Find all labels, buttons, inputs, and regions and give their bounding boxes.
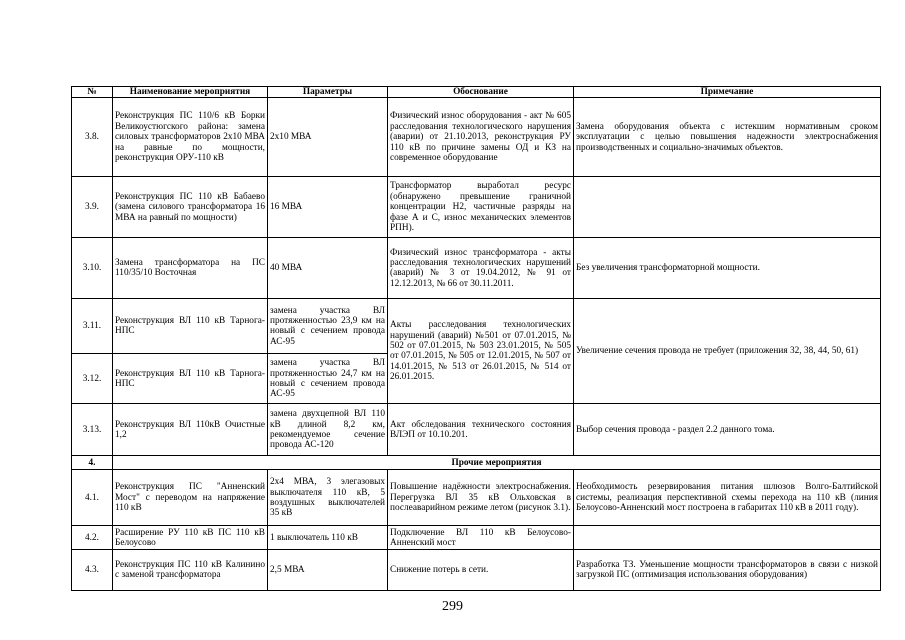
justification: Трансформатор выработал ресурс (обнаружено превышение граничной концентрации Н2, частичные разряды на фазе А и С, износ механических элементов РПН). (388, 177, 574, 238)
table-row (72, 238, 881, 299)
section-number: 4. (72, 456, 113, 470)
note: Замена оборудования объекта с истекшим нормативным сроком эксплуатации с целью повышения надежности электроснабжения производственных и социально-значимых объектов. (574, 98, 881, 177)
measure-name: Реконструкция ПС 110 кВ Бабаево (замена силового трансформатора 16 МВА на равный по мощности) (113, 177, 268, 238)
table-row (72, 98, 881, 177)
note: Без увеличения трансформаторной мощности. (574, 238, 881, 299)
table-header-row (72, 87, 881, 98)
justification: Подключение ВЛ 110 кВ Белоусово-Анненский мост (388, 526, 574, 550)
table-row (72, 177, 881, 238)
measure-name: Реконструкция ПС 110/6 кВ Борки Великоустюгского района: замена силовых трансформаторов 2х10 МВА на равные по мощности, реконструкция ОРУ-110 кВ (113, 98, 268, 177)
note: Выбор сечения провода - раздел 2.2 данного тома. (574, 404, 881, 456)
parameters: 2х10 МВА (268, 98, 388, 177)
row-number: 4.2. (72, 526, 113, 550)
table-row (72, 470, 881, 526)
parameters: 1 выключатель 110 кВ (268, 526, 388, 550)
parameters: замена участка ВЛ протяженностью 24,7 км на новый с сечением провода АС-95 (268, 354, 388, 404)
justification: Повышение надёжности электроснабжения. Перегрузка ВЛ 35 кВ Ольховская в послеаварийном режиме летом (рисунок 3.1). (388, 470, 574, 526)
row-number: 4.1. (72, 470, 113, 526)
measure-name: Реконструкция ВЛ 110кВ Очистные 1,2 (113, 404, 268, 456)
measure-name: Замена трансформатора на ПС 110/35/10 Восточная (113, 238, 268, 299)
row-number: 3.10. (72, 238, 113, 299)
parameters: замена двухцепной ВЛ 110 кВ длиной 8,2 км, рекомендуемое сечение провода АС-120 (268, 404, 388, 456)
row-number: 3.11. (72, 299, 113, 354)
justification: Физический износ трансформатора - акты расследования технологических нарушений (аварий) № 3 от 19.04.2012, № 91 от 12.12.2013, № 66 от 30.11.2011. (388, 238, 574, 299)
row-number: 3.13. (72, 404, 113, 456)
parameters: замена участка ВЛ протяженностью 23,9 км на новый с сечением провода АС-95 (268, 299, 388, 354)
row-number: 3.12. (72, 354, 113, 404)
table-row (72, 526, 881, 550)
section-title: Прочие мероприятия (113, 456, 881, 470)
header-parameters: Параметры (268, 87, 388, 98)
header-measure-name: Наименование мероприятия (113, 87, 268, 98)
measures-table (71, 86, 881, 591)
measure-name: Расширение РУ 110 кВ ПС 110 кВ Белоусово (113, 526, 268, 550)
section-row (72, 456, 881, 470)
justification: Снижение потерь в сети. (388, 550, 574, 591)
header-justification: Обоснование (388, 87, 574, 98)
header-note: Примечание (574, 87, 881, 98)
page-number: 299 (442, 599, 463, 614)
justification: Акт обследования технического состояния ВЛЭП от 10.10.201. (388, 404, 574, 456)
note: Разработка ТЗ. Уменьшение мощности трансформаторов в связи с низкой загрузкой ПС (оптимизация использования оборудования) (574, 550, 881, 591)
measure-name: Реконструкция ПС 110 кВ Калинино с заменой трансформатора (113, 550, 268, 591)
measure-name: Реконструкция ПС "Анненский Мост" с переводом на напряжение 110 кВ (113, 470, 268, 526)
parameters: 40 МВА (268, 238, 388, 299)
note: Необходимость резервирования питания шлюзов Волго-Балтийской системы, реализация перспективной схемы перехода на 110 кВ (линия Белоусово-Анненский мост построена в габаритах 110 кВ в 2011 году). (574, 470, 881, 526)
measure-name: Реконструкция ВЛ 110 кВ Тарнога-НПС (113, 299, 268, 354)
table-row (72, 299, 881, 354)
parameters: 2,5 МВА (268, 550, 388, 591)
row-number: 3.9. (72, 177, 113, 238)
note (574, 526, 881, 550)
justification: Физический износ оборудования - акт № 605 расследования технологического нарушения (аварии) от 21.10.2013, реконструкция РУ 110 кВ по причине замены ОД и КЗ на современное оборудование (388, 98, 574, 177)
header-number: № (72, 87, 113, 98)
measure-name: Реконструкция ВЛ 110 кВ Тарнога-НПС (113, 354, 268, 404)
note (574, 177, 881, 238)
justification: Акты расследования технологических нарушений (аварий) №501 от 07.01.2015, № 502 от 07.01.2015, № 503 23.01.2015, № 505 от 07.01.2015, № 505 от 12.01.2015, № 507 от 14.01.2015, № 513 от 26.01.2015, № 514 от 26.01.2015. (388, 299, 574, 404)
table-row (72, 550, 881, 591)
row-number: 3.8. (72, 98, 113, 177)
parameters: 16 МВА (268, 177, 388, 238)
table-row (72, 404, 881, 456)
parameters: 2х4 МВА, 3 элегазовых выключателя 110 кВ, 5 воздушных выключателей 35 кВ (268, 470, 388, 526)
row-number: 4.3. (72, 550, 113, 591)
note: Увеличение сечения провода не требует (приложения 32, 38, 44, 50, 61) (574, 299, 881, 404)
